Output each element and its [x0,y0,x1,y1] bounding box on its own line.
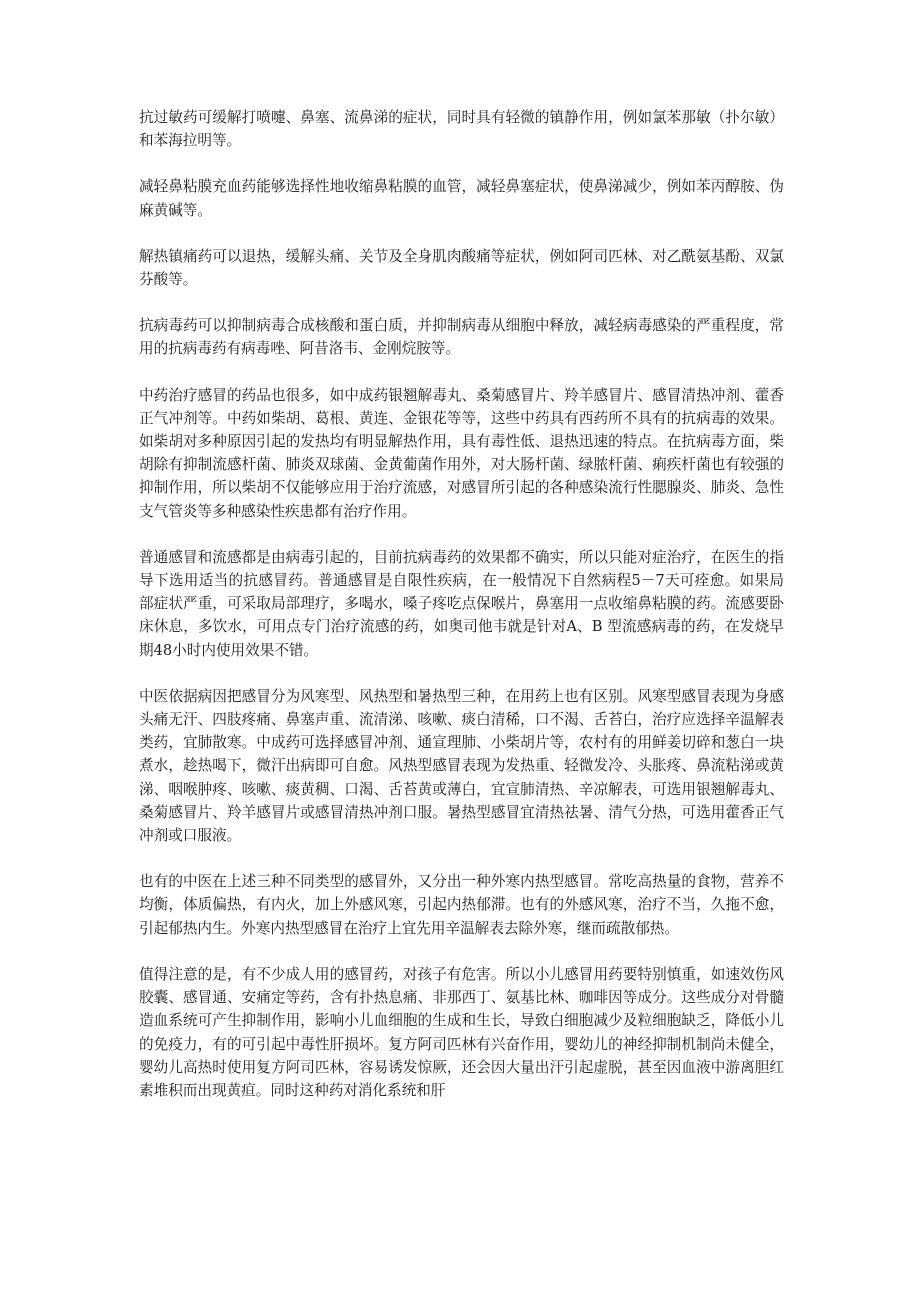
paragraph-decongestant: 减轻鼻粘膜充血药能够选择性地收缩鼻粘膜的血管，减轻鼻塞症状，使鼻涕减少，例如苯丙醇胺、伪麻黄碱等。 [139,178,784,219]
paragraph-antiallergy: 抗过敏药可缓解打喷嚏、鼻塞、流鼻涕的症状，同时具有轻微的镇静作用，例如氯苯那敏（扑尔敏）和苯海拉明等。 [139,109,784,150]
paragraph-antiviral: 抗病毒药可以抑制病毒合成核酸和蛋白质，并抑制病毒从细胞中释放，减轻病毒感染的严重程度，常用的抗病毒药有病毒唑、阿昔洛韦、金刚烷胺等。 [139,317,784,358]
paragraph-children-caution: 值得注意的是，有不少成人用的感冒药，对孩子有危害。所以小儿感冒用药要特别慎重，如速效伤风胶囊、感冒通、安痛定等药，含有扑热息痛、非那西丁、氨基比林、咖啡因等成分。这些成分对骨髓造血系统可产生抑制作用，影响小儿血细胞的生成和生长，导致白细胞减少及粒细胞缺乏，降低小儿的免疫力，有的可引起中毒性肝损坏。复方阿司匹林有兴奋作用，婴幼儿的神经抑制机制尚未健全，婴幼儿高热时使用复方阿司匹林，容易诱发惊厥，还会因大量出汗引起虚脱，甚至因血液中游离胆红素堆积而出现黄疸。同时这种药对消化系统和肝 [139,965,784,1099]
paragraph-cold-types: 中医依据病因把感冒分为风寒型、风热型和暑热型三种，在用药上也有区别。风寒型感冒表现为身感头痛无汗、四肢疼痛、鼻塞声重、流清涕、咳嗽、痰白清稀，口不渴、舌苔白，治疗应选择辛温解表类药，宜肺散寒。中成药可选择感冒冲剂、通宣理肺、小柴胡片等，农村有的用鲜姜切碎和葱白一块煮水，趁热喝下，微汗出病即可自愈。风热型感冒表现为发热重、轻微发冷、头胀疼、鼻流粘涕或黄涕、咽喉肿疼、咳嗽、痰黄稠、口渴、舌苔黄或薄白，宜宣肺清热、辛凉解表，可选用银翘解毒丸、桑菊感冒片、羚羊感冒片或感冒清热冲剂口服。暑热型感冒宜清热祛暑、清气分热，可选用藿香正气冲剂或口服液。 [139,687,784,845]
paragraph-antipyretic: 解热镇痛药可以退热，缓解头痛、关节及全身肌肉酸痛等症状，例如阿司匹林、对乙酰氨基酚、双氯芬酸等。 [139,247,784,289]
paragraph-chinese-medicine: 中药治疗感冒的药品也很多，如中成药银翘解毒丸、桑菊感冒片、羚羊感冒片、感冒清热冲剂、藿香正气冲剂等。中药如柴胡、葛根、黄连、金银花等等，这些中药具有西药所不具有的抗病毒的效果。如柴胡对多种原因引起的发热均有明显解热作用，具有毒性低、退热迅速的特点。在抗病毒方面，柴胡除有抑制流感杆菌、肺炎双球菌、金黄葡菌作用外，对大肠杆菌、绿脓杆菌、痢疾杆菌也有较强的抑制作用，所以柴胡不仅能够应用于治疗流感，对感冒所引起的各种感染流行性腮腺炎、肺炎、急性支气管炎等多种感染性疾患都有治疗作用。 [139,386,784,520]
paragraph-common-cold-flu: 普通感冒和流感都是由病毒引起的，目前抗病毒药的效果都不确实，所以只能对症治疗，在医生的指导下选用适当的抗感冒药。普通感冒是自限性疾病，在一般情况下自然病程5－7天可痊愈。如果局部症状严重，可采取局部理疗，多喝水，嗓子疼吃点保喉片，鼻塞用一点收缩鼻粘膜的药。流感要卧床休息，多饮水，可用点专门治疗流感的药，如奥司他韦就是针对A、B 型流感病毒的药，在发烧早期48小时内使用效果不错。 [139,548,784,659]
document-body [139,106,784,1125]
paragraph-external-cold-internal-heat: 也有的中医在上述三种不同类型的感冒外，又分出一种外寒内热型感冒。常吃高热量的食物，营养不均衡，体质偏热，有内火，加上外感风寒，引起内热郁滞。也有的外感风寒，治疗不当，久拖不愈，引起郁热内生。外寒内热型感冒在治疗上宜先用辛温解表去除外寒，继而疏散郁热。 [139,873,784,937]
